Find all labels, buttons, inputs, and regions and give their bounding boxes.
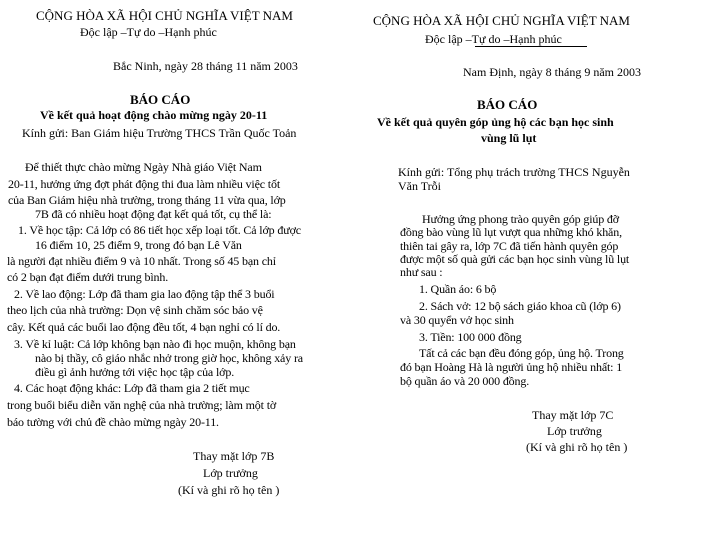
left-body-line: theo lịch của nhà trường: Dọn vệ sinh chăm sóc bảo vệ [7, 303, 263, 317]
right-subtitle-line: vùng lũ lụt [481, 131, 537, 145]
right-recipient-line: Văn Trỗi [398, 179, 442, 193]
right-title: BÁO CÁO [477, 97, 538, 112]
right-signature-note: (Kí và ghi rõ họ tên ) [526, 440, 628, 454]
left-signature-note: (Kí và ghi rõ họ tên ) [178, 483, 280, 497]
left-country-heading: CỘNG HÒA XÃ HỘI CHỦ NGHĨA VIỆT NAM [36, 8, 293, 23]
left-body-line: 20-11, hưởng ứng đợt phát động thi đua làm nhiều việc tốt [8, 177, 280, 191]
motto-underline [475, 46, 587, 47]
left-body-line: của Ban Giám hiệu nhà trường, trong tháng 11 vừa qua, lớp [8, 193, 286, 207]
left-body-line: là người đạt nhiều điểm 9 và 10 nhất. Trong số 45 bạn chỉ [7, 254, 276, 268]
right-motto: Độc lập –Tự do –Hạnh phúc [425, 32, 562, 46]
right-body-line: và 30 quyển vở học sinh [400, 313, 514, 327]
right-signature-title: Lớp trưởng [547, 424, 602, 438]
right-recipient-line: Kính gửi: Tổng phụ trách trường THCS Nguyễn [398, 165, 630, 179]
left-recipient: Kính gửi: Ban Giám hiệu Trường THCS Trần Quốc Toản [22, 126, 297, 140]
right-body-line: Tất cả các bạn đều đóng góp, ủng hộ. Trong [419, 346, 624, 360]
left-subtitle: Về kết quả hoạt động chào mừng ngày 20-11 [40, 108, 268, 122]
left-motto: Độc lập –Tự do –Hạnh phúc [80, 25, 217, 39]
right-signature-role: Thay mặt lớp 7C [532, 408, 614, 422]
right-body-line: đồng bào vùng lũ lụt vượt qua những khó khăn, [400, 225, 622, 239]
left-body-line: có 2 bạn đạt điểm dưới trung bình. [7, 270, 169, 284]
right-body-line: đó bạn Hoàng Hà là người ủng hộ nhiều nhất: 1 [400, 360, 623, 374]
right-body-line: 1. Quần áo: 6 bộ [419, 282, 497, 296]
left-place-date: Bắc Ninh, ngày 28 tháng 11 năm 2003 [113, 59, 298, 73]
left-body-line: nào bị thầy, cô giáo nhắc nhở trong giờ học, không xảy ra [35, 351, 303, 365]
right-body-line: 3. Tiền: 100 000 đồng [419, 330, 522, 344]
right-body-line: Hưởng ứng phong trào quyên góp giúp đỡ [422, 212, 619, 226]
left-body-line: 16 điểm 10, 25 điểm 9, trong đó bạn Lê Văn [35, 238, 242, 252]
left-body-line: báo tường với chủ đề chào mừng ngày 20-11. [7, 415, 219, 429]
right-place-date: Nam Định, ngày 8 tháng 9 năm 2003 [463, 65, 641, 79]
right-body-line: bộ quần áo và 20 000 đồng. [400, 374, 530, 388]
left-body-line: 7B đã có nhiều hoạt động đạt kết quả tốt, cụ thể là: [35, 207, 272, 221]
left-body-line: 4. Các hoạt động khác: Lớp đã tham gia 2 tiết mục [14, 381, 250, 395]
left-body-line: Để thiết thực chào mừng Ngày Nhà giáo Việt Nam [25, 160, 262, 174]
left-signature-title: Lớp trưởng [203, 466, 258, 480]
left-body-line: 1. Về học tập: Cả lớp có 86 tiết học xếp loại tốt. Cả lớp được [18, 223, 301, 237]
left-body-line: trong buổi biểu diễn văn nghệ của nhà trường; làm một tờ [7, 398, 277, 412]
right-body-line: như sau : [400, 265, 443, 279]
left-body-line: 3. Về kỉ luật: Cả lớp không bạn nào đi học muộn, không bạn [14, 337, 296, 351]
left-body-line: điều gì ảnh hưởng tới việc học tập của lớp. [35, 365, 235, 379]
left-body-line: cây. Kết quả các buổi lao động đều tốt, 4 bạn nghỉ có lí do. [7, 320, 281, 334]
left-body-line: 2. Về lao động: Lớp đã tham gia lao động tập thể 3 buổi [14, 287, 275, 301]
right-body-line: được một số quà gửi các bạn học sinh vùng lũ lụt [400, 252, 630, 266]
left-title: BÁO CÁO [130, 92, 191, 107]
right-body-line: thiên tai gây ra, lớp 7C đã tiến hành quyên góp [400, 239, 619, 253]
left-signature-role: Thay mặt lớp 7B [193, 449, 275, 463]
right-country-heading: CỘNG HÒA XÃ HỘI CHỦ NGHĨA VIỆT NAM [373, 13, 630, 28]
right-subtitle-line: Về kết quả quyên góp ủng hộ các bạn học sinh [377, 115, 614, 129]
right-body-line: 2. Sách vở: 12 bộ sách giáo khoa cũ (lớp 6) [419, 299, 621, 313]
